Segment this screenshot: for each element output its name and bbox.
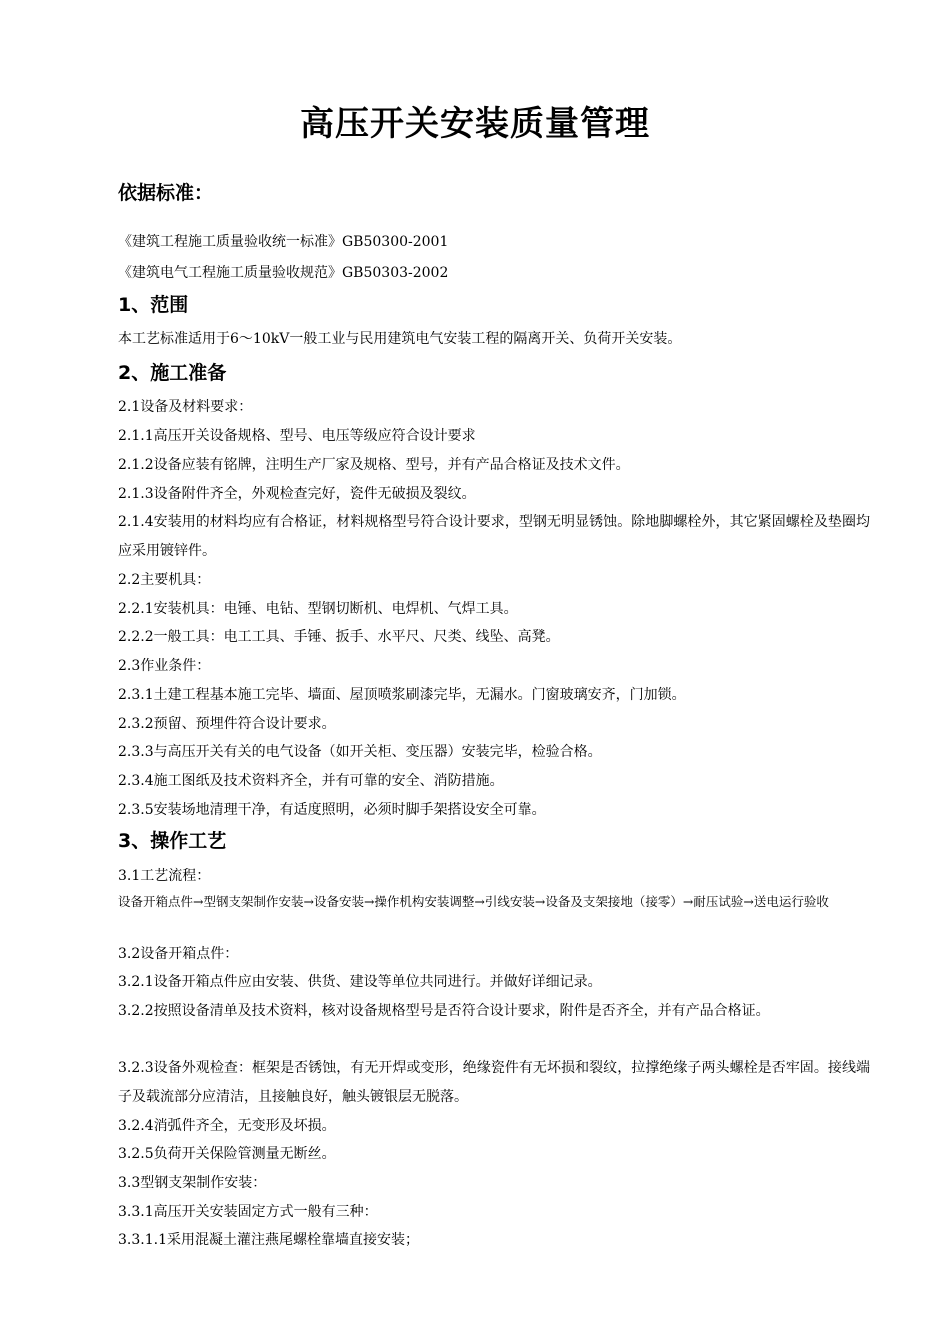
section-3-line: 3.2设备开箱点件： xyxy=(118,946,239,962)
section-3-line: 3.1工艺流程： xyxy=(118,868,211,884)
section-2-line: 2.3.2预留、预埋件符合设计要求。 xyxy=(118,716,336,732)
section-2-line: 2.3.1土建工程基本施工完毕、墙面、屋顶喷浆刷漆完毕，无漏水。门窗玻璃安齐，门加锁。 xyxy=(118,687,686,703)
section-2-line: 2.3.3与高压开关有关的电气设备（如开关柜、变压器）安装完毕，检验合格。 xyxy=(118,744,602,760)
section-3-line: 3.2.1设备开箱点件应由安装、供货、建设等单位共同进行。并做好详细记录。 xyxy=(118,974,602,990)
section-3-line: 3.3型钢支架制作安装： xyxy=(118,1175,267,1191)
section-3-line: 3.2.2按照设备清单及技术资料，核对设备规格型号是否符合设计要求，附件是否齐全，并有产品合格证。 xyxy=(118,1003,770,1019)
standard-1: 《建筑工程施工质量验收统一标准》GB50300-2001 xyxy=(118,234,449,250)
section-2-line: 2.1.3设备附件齐全，外观检查完好，瓷件无破损及裂纹。 xyxy=(118,486,476,502)
section-3-heading: 3、操作工艺 xyxy=(118,830,227,852)
section-2-heading: 2、施工准备 xyxy=(118,362,227,384)
section-1-text: 本工艺标准适用于6～10kV一般工业与民用建筑电气安装工程的隔离开关、负荷开关安装。 xyxy=(118,331,682,347)
section-3-line: 3.2.5负荷开关保险管测量无断丝。 xyxy=(118,1146,336,1162)
section-3-process-flow: 设备开箱点件→型钢支架制作安装→设备安装→操作机构安装调整→引线安装→设备及支架接地（接零）→耐压试验→送电运行验收 xyxy=(118,894,829,909)
section-2-line: 2.2.2一般工具：电工工具、手锤、扳手、水平尺、尺类、线坠、高凳。 xyxy=(118,629,560,645)
basis-heading: 依据标准： xyxy=(118,182,214,204)
section-1-heading: 1、范围 xyxy=(118,294,189,316)
section-3-line: 3.3.1.1采用混凝土灌注燕尾螺栓靠墙直接安装； xyxy=(118,1232,419,1248)
section-2-line: 2.2主要机具： xyxy=(118,572,211,588)
section-3-line: 3.2.3设备外观检查：框架是否锈蚀，有无开焊或变形，绝缘瓷件有无坏损和裂纹，拉撑绝缘子两头螺栓是否牢固。接线端子及载流部分应清洁，且接触良好，触头镀银层无脱落。 xyxy=(118,1060,870,1105)
section-2-line: 2.1.2设备应装有铭牌，注明生产厂家及规格、型号，并有产品合格证及技术文件。 xyxy=(118,457,630,473)
standard-2: 《建筑电气工程施工质量验收规范》GB50303-2002 xyxy=(118,265,449,281)
document-title: 高压开关安装质量管理 xyxy=(300,104,650,144)
section-2-line: 2.1设备及材料要求： xyxy=(118,399,253,415)
section-3-line: 3.2.4消弧件齐全，无变形及坏损。 xyxy=(118,1118,336,1134)
section-2-line: 2.3作业条件： xyxy=(118,658,211,674)
section-2-line: 2.2.1安装机具：电锤、电钻、型钢切断机、电焊机、气焊工具。 xyxy=(118,601,518,617)
section-2-line: 2.1.4安装用的材料均应有合格证，材料规格型号符合设计要求，型钢无明显锈蚀。除地脚螺栓外，其它紧固螺栓及垫圈均应采用镀锌件。 xyxy=(118,514,870,559)
section-2-line: 2.3.5安装场地清理干净，有适度照明，必须时脚手架搭设安全可靠。 xyxy=(118,802,546,818)
section-3-line: 3.3.1高压开关安装固定方式一般有三种： xyxy=(118,1204,378,1220)
section-2-line: 2.1.1高压开关设备规格、型号、电压等级应符合设计要求 xyxy=(118,428,476,444)
section-2-line: 2.3.4施工图纸及技术资料齐全，并有可靠的安全、消防措施。 xyxy=(118,773,504,789)
